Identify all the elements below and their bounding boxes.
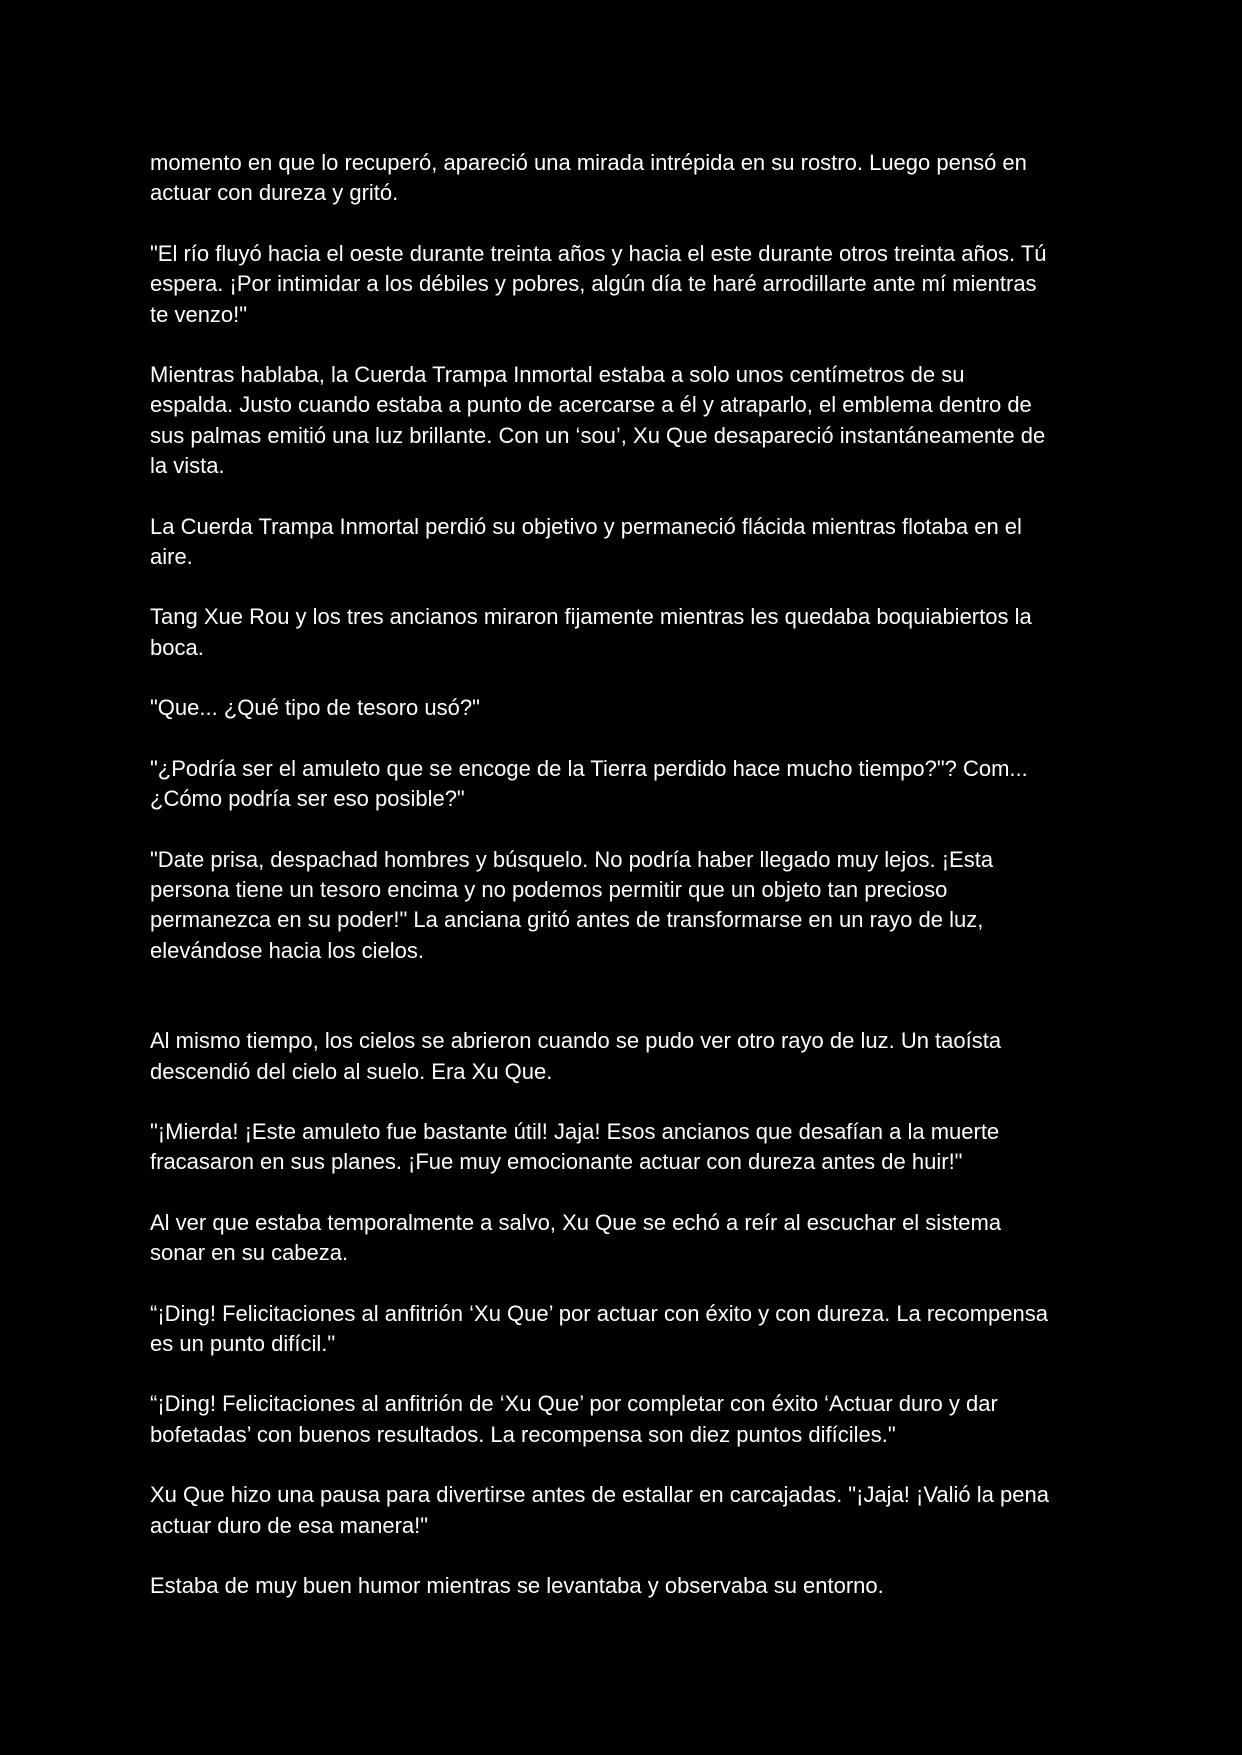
paragraph: Al ver que estaba temporalmente a salvo, Xu Que se echó a reír al escuchar el sistema sonar en su cabeza.: [150, 1209, 1002, 1266]
paragraph: Mientras hablaba, la Cuerda Trampa Inmortal estaba a solo unos centímetros de su espalda. Justo cuando estaba a punto de acercarse a él y atraparlo, el emblema dentro de sus palmas emitió una luz brillante. Con un ‘sou’, Xu Que desapareció instantáneamente de la vista.: [150, 362, 1046, 479]
paragraph: "Date prisa, despachad hombres y búsquelo. No podría haber llegado muy lejos. ¡Esta persona tiene un tesoro encima y no podemos permitir que un objeto tan precioso permanezca en su poder!" La anciana gritó antes de transformarse en un rayo de luz, elevándose hacia los cielos.: [150, 846, 994, 963]
paragraph: Tang Xue Rou y los tres ancianos miraron fijamente mientras les quedaba boquiabiertos la boca.: [150, 604, 1032, 660]
paragraph: La Cuerda Trampa Inmortal perdió su objetivo y permaneció flácida mientras flotaba en el aire.: [150, 513, 1022, 570]
paragraph: "¿Podría ser el amuleto que se encoge de la Tierra perdido hace mucho tiempo?"? Com... ¿Cómo podría ser eso posible?": [150, 755, 1028, 812]
paragraph: “¡Ding! Felicitaciones al anfitrión de ‘Xu Que’ por completar con éxito ‘Actuar duro y dar bofetadas’ con buenos resultados. La recompensa son diez puntos difíciles.": [150, 1391, 998, 1447]
paragraph: Xu Que hizo una pausa para divertirse antes de estallar en carcajadas. "¡Jaja! ¡Valió la pena actuar duro de esa manera!": [150, 1482, 1049, 1538]
paragraph: Estaba de muy buen humor mientras se levantaba y observaba su entorno.: [150, 1573, 884, 1598]
paragraph: momento en que lo recuperó, apareció una mirada intrépida en su rostro. Luego pensó en actuar con dureza y gritó.: [150, 150, 1027, 206]
paragraph: "Que... ¿Qué tipo de tesoro usó?": [150, 695, 480, 721]
paragraph: "¡Mierda! ¡Este amuleto fue bastante útil! Jaja! Esos ancianos que desafían a la muerte fracasaron en sus planes. ¡Fue muy emocionante actuar con dureza antes de huir!": [150, 1118, 1000, 1175]
document-body: [150, 148, 1100, 1631]
paragraph: “¡Ding! Felicitaciones al anfitrión ‘Xu Que’ por actuar con éxito y con dureza. La recompensa es un punto difícil.": [150, 1300, 1048, 1356]
paragraph: "El río fluyó hacia el oeste durante treinta años y hacia el este durante otros treinta años. Tú espera. ¡Por intimidar a los débiles y pobres, algún día te haré arrodillarte ante mí mientras te venzo!": [150, 240, 1047, 327]
paragraph: Al mismo tiempo, los cielos se abrieron cuando se pudo ver otro rayo de luz. Un taoísta descendió del cielo al suelo. Era Xu Que.: [150, 1028, 1002, 1084]
